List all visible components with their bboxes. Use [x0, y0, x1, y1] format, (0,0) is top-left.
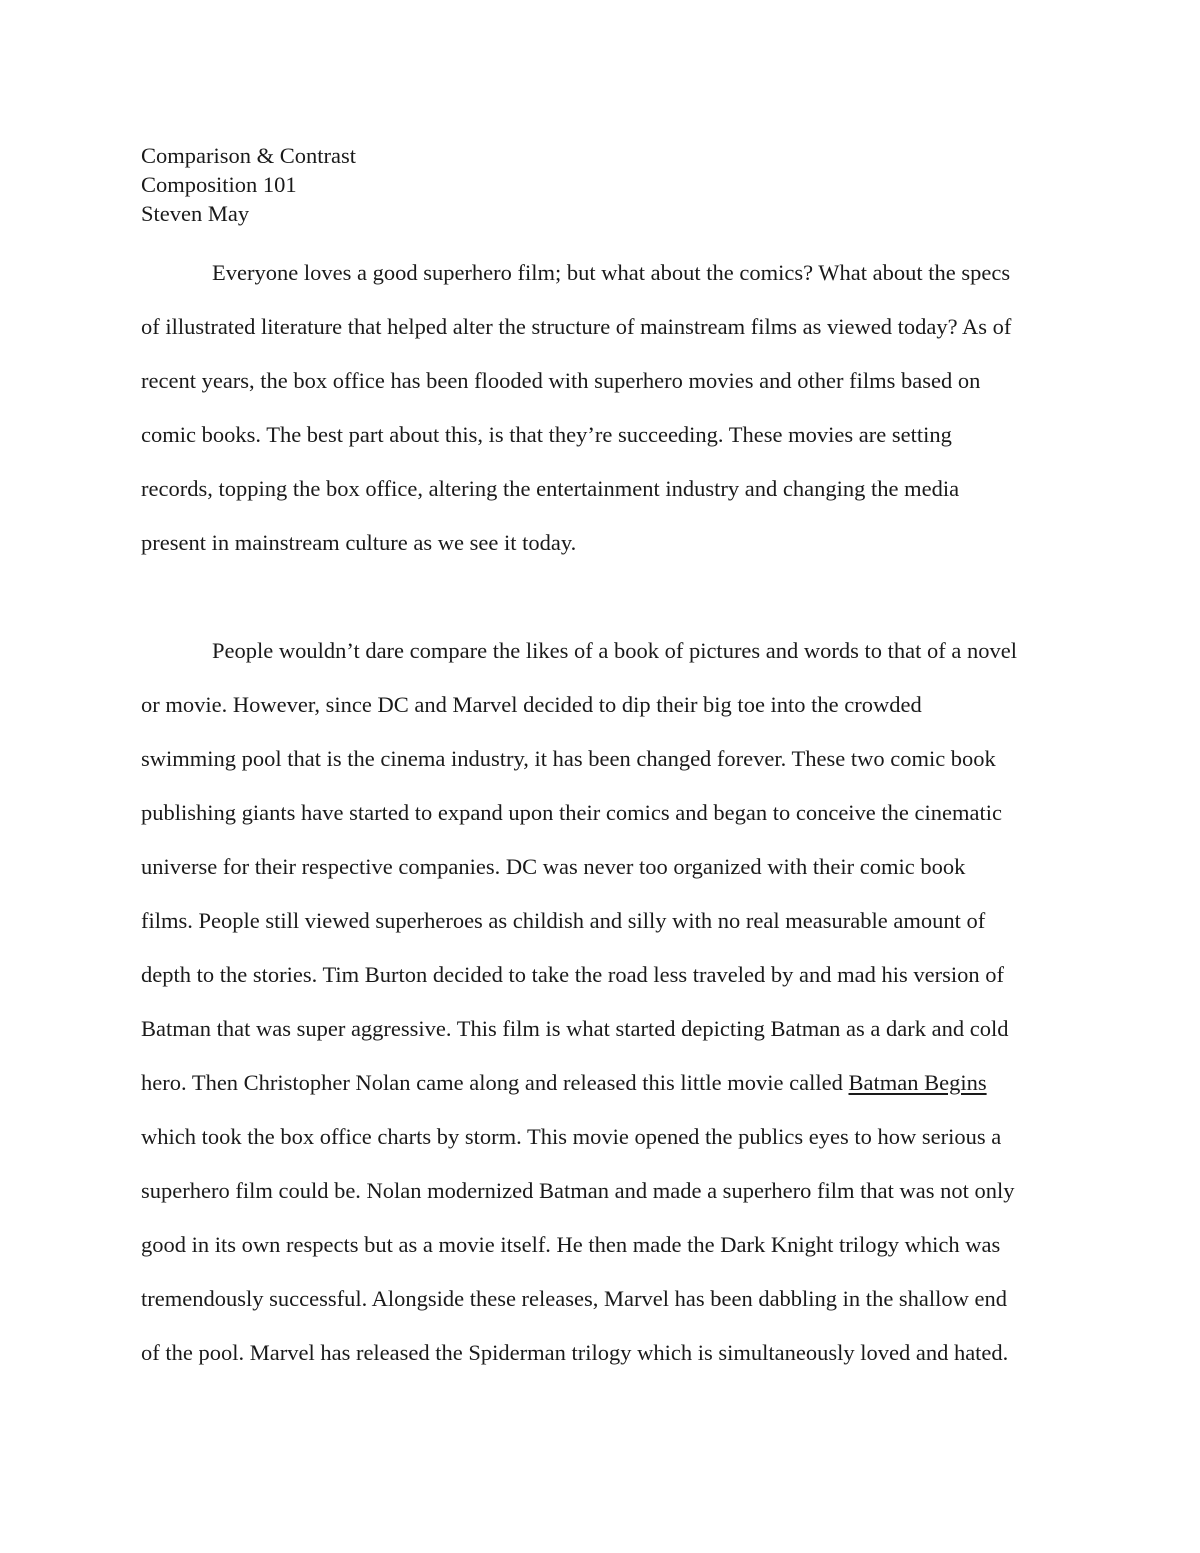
paragraph-line: of illustrated literature that helped alter the structure of mainstream films as viewed today? As of	[141, 314, 1012, 339]
line-text: hero. Then Christopher Nolan came along and released this little movie called	[141, 1070, 849, 1095]
paragraph-line	[141, 1068, 987, 1098]
paragraph-line: or movie. However, since DC and Marvel decided to dip their big toe into the crowded	[141, 692, 922, 717]
paragraph-line: Batman that was super aggressive. This film is what started depicting Batman as a dark and cold	[141, 1016, 1009, 1041]
paragraph-line: present in mainstream culture as we see it today.	[141, 530, 577, 555]
paragraph-line: swimming pool that is the cinema industry, it has been changed forever. These two comic book	[141, 746, 996, 771]
paragraph-line: which took the box office charts by storm. This movie opened the publics eyes to how serious a	[141, 1124, 1002, 1149]
paragraph-line: films. People still viewed superheroes as childish and silly with no real measurable amount of	[141, 908, 986, 933]
paragraph-line: records, topping the box office, altering the entertainment industry and changing the media	[141, 476, 960, 501]
course-name: Composition 101	[141, 172, 297, 197]
paragraph-line: Everyone loves a good superhero film; but what about the comics? What about the specs	[212, 260, 1011, 285]
paragraph-line: superhero film could be. Nolan modernized Batman and made a superhero film that was not only	[141, 1178, 1015, 1203]
author-name: Steven May	[141, 201, 250, 226]
paragraph-line: comic books. The best part about this, is that they’re succeeding. These movies are setting	[141, 422, 952, 447]
paragraph-line: recent years, the box office has been flooded with superhero movies and other films based on	[141, 368, 981, 393]
assignment-title: Comparison & Contrast	[141, 143, 356, 168]
paragraph-line: publishing giants have started to expand upon their comics and began to conceive the cinematic	[141, 800, 1002, 825]
paragraph-line: tremendously successful. Alongside these releases, Marvel has been dabbling in the shallow end	[141, 1286, 1008, 1311]
document-header	[141, 141, 356, 228]
paragraph-line: People wouldn’t dare compare the likes of a book of pictures and words to that of a novel	[212, 638, 1017, 663]
film-title-batman-begins: Batman Begins	[848, 1070, 987, 1095]
paragraph-line: good in its own respects but as a movie itself. He then made the Dark Knight trilogy which was	[141, 1232, 1001, 1257]
paragraph-line: depth to the stories. Tim Burton decided to take the road less traveled by and mad his version of	[141, 962, 1004, 987]
paragraph-line: universe for their respective companies. DC was never too organized with their comic book	[141, 854, 966, 879]
paragraph-line: of the pool. Marvel has released the Spiderman trilogy which is simultaneously loved and hated.	[141, 1340, 1009, 1365]
